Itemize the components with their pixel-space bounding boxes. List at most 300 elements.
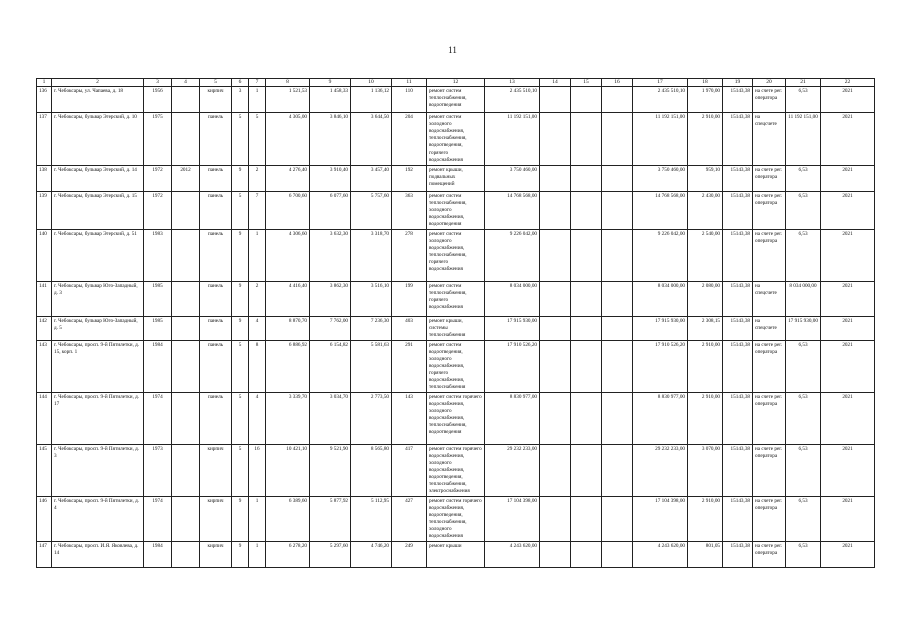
cost-regional-cell <box>571 191 602 229</box>
cost-local-cell <box>602 316 633 340</box>
column-number-7: 7 <box>249 79 266 87</box>
work-types-cell: ремонт систем теплоснабжения, холодного водоснабжения, водоотведения <box>427 191 485 229</box>
address-cell: г. Чебоксары, бульвар Эгерский, д. 15 <box>52 191 144 229</box>
residents-cell: 427 <box>392 496 427 541</box>
wall-material-cell: кирпич <box>200 87 232 113</box>
cost-owners-cell: 9 226 042,00 <box>633 229 688 281</box>
cost-owners-cell: 29 232 233,00 <box>633 444 688 496</box>
fund-method-cell: на счете рег. оператора <box>753 191 786 229</box>
cost-owners-cell: 4 243 620,00 <box>633 541 688 567</box>
floors-cell: 5 <box>232 340 249 392</box>
unit-cost-cell: 801,05 <box>688 541 723 567</box>
entrances-cell: 2 <box>249 281 266 316</box>
address-cell: г. Чебоксары, просп. 9-й Пятилетки, д. 3 <box>52 444 144 496</box>
row-number-cell: 137 <box>37 113 52 165</box>
year-repaired-cell <box>172 444 200 496</box>
row-number-cell: 140 <box>37 229 52 281</box>
entrances-cell: 1 <box>249 87 266 113</box>
limit-cost-cell: 15143,38 <box>723 165 753 191</box>
entrances-cell: 8 <box>249 340 266 392</box>
repair-register-table <box>36 78 875 568</box>
cost-regional-cell <box>571 444 602 496</box>
total-cost-cell: 3 750 460,00 <box>485 165 540 191</box>
address-cell: г. Чебоксары, бульвар Юго-Западный, д. 3 <box>52 281 144 316</box>
table-row <box>37 496 875 541</box>
column-number-11: 11 <box>392 79 427 87</box>
entrances-cell: 7 <box>249 191 266 229</box>
completion-year-cell: 2021 <box>821 113 875 165</box>
living-area-cell: 9 521,90 <box>310 444 351 496</box>
cost-fund-cell <box>540 444 571 496</box>
unit-cost-cell: 2 430,00 <box>688 191 723 229</box>
residential-area-cell: 4 746,20 <box>351 541 392 567</box>
residential-area-cell: 3 516,10 <box>351 281 392 316</box>
column-number-21: 21 <box>786 79 821 87</box>
residents-cell: 249 <box>392 541 427 567</box>
residential-area-cell: 3 457,40 <box>351 165 392 191</box>
column-number-15: 15 <box>571 79 602 87</box>
completion-year-cell: 2021 <box>821 191 875 229</box>
floors-cell: 5 <box>232 392 249 444</box>
year-repaired-cell <box>172 316 200 340</box>
floors-cell: 9 <box>232 316 249 340</box>
row-number-cell: 143 <box>37 340 52 392</box>
year-repaired-cell <box>172 392 200 444</box>
row-number-cell: 144 <box>37 392 52 444</box>
residents-cell: 417 <box>392 444 427 496</box>
year-repaired-cell <box>172 87 200 113</box>
year-repaired-cell <box>172 229 200 281</box>
residents-cell: 199 <box>392 281 427 316</box>
entrances-cell: 1 <box>249 229 266 281</box>
row-number-cell: 139 <box>37 191 52 229</box>
residents-cell: 143 <box>392 392 427 444</box>
residents-cell: 192 <box>392 165 427 191</box>
living-area-cell: 3 910,40 <box>310 165 351 191</box>
living-area-cell: 3 632,30 <box>310 229 351 281</box>
row-number-cell: 147 <box>37 541 52 567</box>
floors-cell: 5 <box>232 191 249 229</box>
completion-year-cell: 2021 <box>821 165 875 191</box>
total-area-cell: 6 278,20 <box>266 541 310 567</box>
completion-year-cell: 2021 <box>821 340 875 392</box>
fund-method-cell: на спецсчете <box>753 316 786 340</box>
wall-material-cell: панель <box>200 113 232 165</box>
living-area-cell: 3 846,10 <box>310 113 351 165</box>
cost-owners-cell: 14 768 568,00 <box>633 191 688 229</box>
wall-material-cell: кирпич <box>200 444 232 496</box>
year-repaired-cell <box>172 281 200 316</box>
total-cost-cell: 11 192 151,00 <box>485 113 540 165</box>
wall-material-cell: кирпич <box>200 496 232 541</box>
work-types-cell: ремонт систем горячего водоснабжения, водоотведения, теплоснабжения, холодного водоснабжения <box>427 496 485 541</box>
fund-method-cell: на счете рег. оператора <box>753 444 786 496</box>
wall-material-cell: панель <box>200 191 232 229</box>
table-row <box>37 281 875 316</box>
year-repaired-cell: 2012 <box>172 165 200 191</box>
wall-material-cell: панель <box>200 340 232 392</box>
residential-area-cell: 1 136,12 <box>351 87 392 113</box>
total-cost-cell: 17 915 930,00 <box>485 316 540 340</box>
entrances-cell: 5 <box>249 113 266 165</box>
cost-local-cell <box>602 165 633 191</box>
table-row <box>37 392 875 444</box>
column-number-13: 13 <box>485 79 540 87</box>
residential-area-cell: 3 318,70 <box>351 229 392 281</box>
table-row <box>37 340 875 392</box>
limit-cost-cell: 15143,38 <box>723 316 753 340</box>
year-repaired-cell <box>172 113 200 165</box>
fund-balance-cell: 6,53 <box>786 165 821 191</box>
fund-balance-cell: 6,53 <box>786 496 821 541</box>
living-area-cell: 5 297,60 <box>310 541 351 567</box>
total-area-cell: 4 276,40 <box>266 165 310 191</box>
column-number-17: 17 <box>633 79 688 87</box>
page-number: 11 <box>448 45 457 55</box>
table-row <box>37 541 875 567</box>
unit-cost-cell: 959,10 <box>688 165 723 191</box>
unit-cost-cell: 2 910,00 <box>688 496 723 541</box>
completion-year-cell: 2021 <box>821 87 875 113</box>
living-area-cell: 6 154,82 <box>310 340 351 392</box>
residential-area-cell: 5 757,60 <box>351 191 392 229</box>
fund-method-cell: на счете рег. оператора <box>753 541 786 567</box>
cost-local-cell <box>602 444 633 496</box>
work-types-cell: ремонт систем горячего водоснабжения, холодного водоснабжения, водоотведения, теплоснабжения, электроснабжения <box>427 444 485 496</box>
column-number-6: 6 <box>232 79 249 87</box>
total-area-cell: 4 416,40 <box>266 281 310 316</box>
year-built-cell: 1985 <box>144 316 172 340</box>
column-number-row <box>37 79 875 87</box>
wall-material-cell: панель <box>200 165 232 191</box>
fund-balance-cell: 6,53 <box>786 229 821 281</box>
table-row <box>37 444 875 496</box>
total-area-cell: 4 305,00 <box>266 113 310 165</box>
cost-regional-cell <box>571 113 602 165</box>
year-repaired-cell <box>172 191 200 229</box>
living-area-cell: 7 762,00 <box>310 316 351 340</box>
column-number-8: 8 <box>266 79 310 87</box>
cost-owners-cell: 2 435 510,10 <box>633 87 688 113</box>
column-number-22: 22 <box>821 79 875 87</box>
residents-cell: 110 <box>392 87 427 113</box>
total-cost-cell: 8 830 977,00 <box>485 392 540 444</box>
entrances-cell: 4 <box>249 316 266 340</box>
cost-regional-cell <box>571 316 602 340</box>
cost-fund-cell <box>540 340 571 392</box>
year-built-cell: 1975 <box>144 113 172 165</box>
limit-cost-cell: 15143,38 <box>723 340 753 392</box>
cost-regional-cell <box>571 281 602 316</box>
completion-year-cell: 2021 <box>821 541 875 567</box>
fund-method-cell: на счете рег. оператора <box>753 87 786 113</box>
cost-local-cell <box>602 541 633 567</box>
cost-fund-cell <box>540 392 571 444</box>
total-area-cell: 3 339,70 <box>266 392 310 444</box>
cost-owners-cell: 8 830 977,00 <box>633 392 688 444</box>
floors-cell: 5 <box>232 113 249 165</box>
wall-material-cell: панель <box>200 316 232 340</box>
cost-local-cell <box>602 191 633 229</box>
year-repaired-cell <box>172 541 200 567</box>
total-cost-cell: 17 910 526,20 <box>485 340 540 392</box>
cost-regional-cell <box>571 496 602 541</box>
fund-method-cell: на счете рег. оператора <box>753 496 786 541</box>
total-area-cell: 6 700,60 <box>266 191 310 229</box>
unit-cost-cell: 2 910,00 <box>688 392 723 444</box>
fund-balance-cell: 6,53 <box>786 87 821 113</box>
unit-cost-cell: 1 970,00 <box>688 87 723 113</box>
limit-cost-cell: 15143,38 <box>723 444 753 496</box>
residential-area-cell: 2 773,50 <box>351 392 392 444</box>
limit-cost-cell: 15143,38 <box>723 229 753 281</box>
cost-fund-cell <box>540 316 571 340</box>
unit-cost-cell: 2 910,00 <box>688 113 723 165</box>
total-cost-cell: 29 232 233,00 <box>485 444 540 496</box>
cost-local-cell <box>602 340 633 392</box>
wall-material-cell: панель <box>200 392 232 444</box>
row-number-cell: 138 <box>37 165 52 191</box>
fund-method-cell: на счете рег. оператора <box>753 340 786 392</box>
cost-owners-cell: 17 910 526,20 <box>633 340 688 392</box>
cost-local-cell <box>602 229 633 281</box>
column-number-20: 20 <box>753 79 786 87</box>
living-area-cell: 1 458,33 <box>310 87 351 113</box>
completion-year-cell: 2021 <box>821 392 875 444</box>
unit-cost-cell: 3 070,00 <box>688 444 723 496</box>
address-cell: г. Чебоксары, бульвар Юго-Западный, д. 5 <box>52 316 144 340</box>
column-number-10: 10 <box>351 79 392 87</box>
entrances-cell: 4 <box>249 392 266 444</box>
work-types-cell: ремонт систем горячего водоснабжения, холодного водоснабжения, теплоснабжения, водоотведения <box>427 392 485 444</box>
address-cell: г. Чебоксары, просп. 9-й Пятилетки, д. 15, корп. 1 <box>52 340 144 392</box>
table-row <box>37 316 875 340</box>
column-number-12: 12 <box>427 79 485 87</box>
cost-fund-cell <box>540 229 571 281</box>
table-row <box>37 165 875 191</box>
table-row <box>37 191 875 229</box>
total-area-cell: 6 389,60 <box>266 496 310 541</box>
total-area-cell: 10 421,10 <box>266 444 310 496</box>
year-built-cell: 1984 <box>144 541 172 567</box>
fund-balance-cell: 6,53 <box>786 444 821 496</box>
residential-area-cell: 5 581,63 <box>351 340 392 392</box>
total-area-cell: 4 306,60 <box>266 229 310 281</box>
column-number-18: 18 <box>688 79 723 87</box>
work-types-cell: ремонт систем холодного водоснабжения, теплоснабжения, горячего водоснабжения <box>427 229 485 281</box>
column-number-14: 14 <box>540 79 571 87</box>
fund-balance-cell: 11 192 151,00 <box>786 113 821 165</box>
column-number-5: 5 <box>200 79 232 87</box>
cost-fund-cell <box>540 87 571 113</box>
column-number-1: 1 <box>37 79 52 87</box>
column-number-16: 16 <box>602 79 633 87</box>
table-row <box>37 113 875 165</box>
floors-cell: 9 <box>232 496 249 541</box>
unit-cost-cell: 2 308,15 <box>688 316 723 340</box>
cost-owners-cell: 17 104 398,00 <box>633 496 688 541</box>
cost-fund-cell <box>540 113 571 165</box>
row-number-cell: 145 <box>37 444 52 496</box>
entrances-cell: 16 <box>249 444 266 496</box>
entrances-cell: 2 <box>249 165 266 191</box>
limit-cost-cell: 15143,38 <box>723 496 753 541</box>
residential-area-cell: 7 236,30 <box>351 316 392 340</box>
work-types-cell: ремонт систем теплоснабжения, водоотведения <box>427 87 485 113</box>
residential-area-cell: 3 644,50 <box>351 113 392 165</box>
year-built-cell: 1972 <box>144 191 172 229</box>
cost-regional-cell <box>571 541 602 567</box>
cost-owners-cell: 3 750 460,00 <box>633 165 688 191</box>
total-cost-cell: 4 243 620,00 <box>485 541 540 567</box>
total-cost-cell: 17 104 398,00 <box>485 496 540 541</box>
column-number-4: 4 <box>172 79 200 87</box>
cost-fund-cell <box>540 496 571 541</box>
total-area-cell: 6 886,92 <box>266 340 310 392</box>
wall-material-cell: панель <box>200 281 232 316</box>
total-area-cell: 8 870,70 <box>266 316 310 340</box>
column-number-3: 3 <box>144 79 172 87</box>
work-types-cell: ремонт крыши, подвальных помещений <box>427 165 485 191</box>
fund-balance-cell: 6,53 <box>786 340 821 392</box>
floors-cell: 9 <box>232 281 249 316</box>
limit-cost-cell: 15143,38 <box>723 281 753 316</box>
limit-cost-cell: 15143,38 <box>723 113 753 165</box>
year-built-cell: 1983 <box>144 229 172 281</box>
fund-method-cell: на счете рег. оператора <box>753 165 786 191</box>
cost-regional-cell <box>571 229 602 281</box>
fund-balance-cell: 6,53 <box>786 191 821 229</box>
floors-cell: 9 <box>232 165 249 191</box>
cost-local-cell <box>602 281 633 316</box>
total-area-cell: 1 521,53 <box>266 87 310 113</box>
completion-year-cell: 2021 <box>821 229 875 281</box>
cost-local-cell <box>602 392 633 444</box>
row-number-cell: 136 <box>37 87 52 113</box>
cost-owners-cell: 17 915 930,00 <box>633 316 688 340</box>
year-built-cell: 1956 <box>144 87 172 113</box>
cost-fund-cell <box>540 541 571 567</box>
cost-local-cell <box>602 113 633 165</box>
floors-cell: 5 <box>232 444 249 496</box>
completion-year-cell: 2021 <box>821 496 875 541</box>
limit-cost-cell: 15143,38 <box>723 191 753 229</box>
residents-cell: 363 <box>392 191 427 229</box>
address-cell: г. Чебоксары, просп. 9-й Пятилетки, д. 17 <box>52 392 144 444</box>
fund-balance-cell: 8 034 000,00 <box>786 281 821 316</box>
floors-cell: 3 <box>232 87 249 113</box>
cost-regional-cell <box>571 392 602 444</box>
fund-balance-cell: 6,53 <box>786 392 821 444</box>
entrances-cell: 1 <box>249 496 266 541</box>
year-built-cell: 1984 <box>144 340 172 392</box>
work-types-cell: ремонт систем теплоснабжения, горячего водоснабжения <box>427 281 485 316</box>
year-repaired-cell <box>172 340 200 392</box>
work-types-cell: ремонт систем холодного водоснабжения, теплоснабжения, водоотведения, горячего водоснабжения <box>427 113 485 165</box>
entrances-cell: 1 <box>249 541 266 567</box>
unit-cost-cell: 2 910,00 <box>688 340 723 392</box>
cost-local-cell <box>602 87 633 113</box>
cost-fund-cell <box>540 281 571 316</box>
residential-area-cell: 5 112,95 <box>351 496 392 541</box>
cost-regional-cell <box>571 340 602 392</box>
wall-material-cell: панель <box>200 229 232 281</box>
unit-cost-cell: 2 540,00 <box>688 229 723 281</box>
limit-cost-cell: 15143,38 <box>723 87 753 113</box>
fund-method-cell: на спецсчете <box>753 281 786 316</box>
unit-cost-cell: 2 080,00 <box>688 281 723 316</box>
year-repaired-cell <box>172 496 200 541</box>
living-area-cell: 3 034,70 <box>310 392 351 444</box>
cost-owners-cell: 11 192 151,00 <box>633 113 688 165</box>
cost-regional-cell <box>571 165 602 191</box>
address-cell: г. Чебоксары, бульвар Эгерский, д. 14 <box>52 165 144 191</box>
fund-method-cell: на счете рег. оператора <box>753 229 786 281</box>
residents-cell: 291 <box>392 340 427 392</box>
row-number-cell: 146 <box>37 496 52 541</box>
year-built-cell: 1985 <box>144 281 172 316</box>
work-types-cell: ремонт систем водоотведения, холодного водоснабжения, горячего водоснабжения, теплоснабжения <box>427 340 485 392</box>
completion-year-cell: 2021 <box>821 281 875 316</box>
floors-cell: 9 <box>232 541 249 567</box>
cost-owners-cell: 8 034 000,00 <box>633 281 688 316</box>
living-area-cell: 3 862,30 <box>310 281 351 316</box>
column-number-9: 9 <box>310 79 351 87</box>
year-built-cell: 1974 <box>144 392 172 444</box>
limit-cost-cell: 15143,38 <box>723 392 753 444</box>
cost-regional-cell <box>571 87 602 113</box>
total-cost-cell: 9 226 042,00 <box>485 229 540 281</box>
year-built-cell: 1974 <box>144 496 172 541</box>
residents-cell: 403 <box>392 316 427 340</box>
wall-material-cell: кирпич <box>200 541 232 567</box>
table-row <box>37 87 875 113</box>
column-number-19: 19 <box>723 79 753 87</box>
work-types-cell: ремонт крыши, системы теплоснабжения <box>427 316 485 340</box>
row-number-cell: 142 <box>37 316 52 340</box>
limit-cost-cell: 15143,38 <box>723 541 753 567</box>
total-cost-cell: 14 768 568,00 <box>485 191 540 229</box>
residential-area-cell: 8 565,80 <box>351 444 392 496</box>
cost-fund-cell <box>540 191 571 229</box>
fund-balance-cell: 6,53 <box>786 541 821 567</box>
fund-balance-cell: 17 915 930,00 <box>786 316 821 340</box>
total-cost-cell: 8 034 000,00 <box>485 281 540 316</box>
address-cell: г. Чебоксары, бульвар Эгерский, д. 51 <box>52 229 144 281</box>
fund-method-cell: на счете рег. оператора <box>753 392 786 444</box>
address-cell: г. Чебоксары, просп. 9-й Пятилетки, д. 4 <box>52 496 144 541</box>
residents-cell: 278 <box>392 229 427 281</box>
column-number-2: 2 <box>52 79 144 87</box>
row-number-cell: 141 <box>37 281 52 316</box>
residents-cell: 204 <box>392 113 427 165</box>
completion-year-cell: 2021 <box>821 444 875 496</box>
cost-fund-cell <box>540 165 571 191</box>
living-area-cell: 5 877,92 <box>310 496 351 541</box>
table-row <box>37 229 875 281</box>
floors-cell: 9 <box>232 229 249 281</box>
address-cell: г. Чебоксары, просп. И.Я. Яковлева, д. 14 <box>52 541 144 567</box>
year-built-cell: 1972 <box>144 165 172 191</box>
work-types-cell: ремонт крыши <box>427 541 485 567</box>
cost-local-cell <box>602 496 633 541</box>
living-area-cell: 6 077,60 <box>310 191 351 229</box>
fund-method-cell: на спецсчете <box>753 113 786 165</box>
address-cell: г. Чебоксары, бульвар Эгерский, д. 10 <box>52 113 144 165</box>
total-cost-cell: 2 435 510,10 <box>485 87 540 113</box>
address-cell: г. Чебоксары, ул. Чапаева, д. 18 <box>52 87 144 113</box>
year-built-cell: 1973 <box>144 444 172 496</box>
